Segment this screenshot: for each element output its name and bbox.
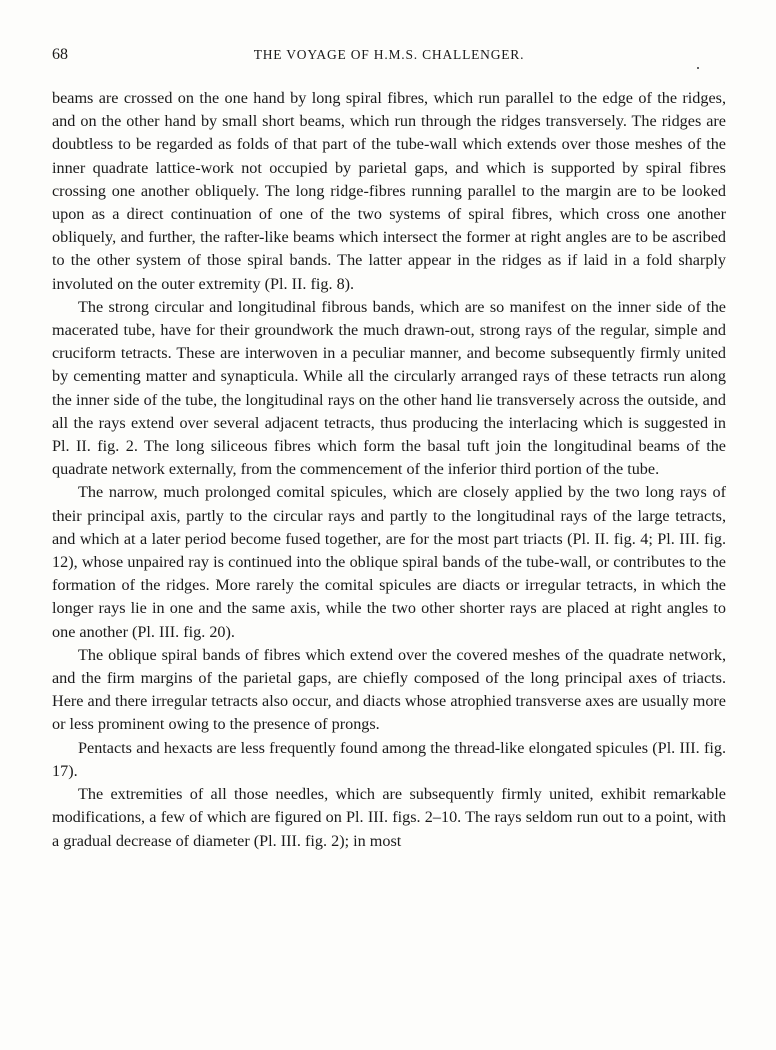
paragraph-fibrous-bands: The strong circular and longitudinal fibrous bands, which are so manifest on the inner side of the macerated tube, have for their groundwork the much drawn-out, strong rays of the regular, simple and cruciform tetracts. These are interwoven in a peculiar manner, and become subsequently firmly united by cementing matter and synapticula. While all the circularly arranged rays of these tetracts run along the inner side of the tube, the longitudinal rays on the other hand lie transversely across the outside, and all the rays extend over several adjacent tetracts, thus producing the interlacing which is suggested in Pl. II. fig. 2. The long siliceous fibres which form the basal tuft join the longitudinal beams of the quadrate network externally, from the commencement of the inferior third portion of the tube.: [52, 297, 726, 479]
page-header: [52, 46, 726, 70]
paragraph-comital-spicules: The narrow, much prolonged comital spicules, which are closely applied by the two long rays of their principal axis, partly to the circular rays and partly to the longitudinal rays of the large tetracts, and which at a later period become fused together, are for the most part triacts (Pl. II. fig. 4; Pl. III. fig. 12), whose unpaired ray is continued into the oblique spiral bands of the tube-wall, or contributes to the formation of the ridges. More rarely the comital spicules are diacts or irregular tetracts, in which the longer rays lie in one and the same axis, while the two other shorter rays are placed at right angles to one another (Pl. III. fig. 20).: [52, 483, 726, 641]
paragraph-spiral-bands: The oblique spiral bands of fibres which extend over the covered meshes of the quadrate network, and the firm margins of the parietal gaps, are chiefly composed of the long principal axes of triacts. Here and there irregular tetracts also occur, and diacts whose atrophied transverse axes are usually more or less prominent owing to the presence of prongs.: [52, 645, 726, 734]
page-number: 68: [52, 46, 68, 63]
body-text: [52, 87, 726, 853]
paragraph-continuation: beams are crossed on the one hand by long spiral fibres, which run parallel to the edge of the ridges, and on the other hand by small short beams, which run through the ridges transversely. The ridges are doubtless to be regarded as folds of that part of the tube-wall which extends over those meshes of the inner quadrate lattice-work not occupied by parietal gaps, and which is supported by spiral fibres crossing one another obliquely. The long ridge-fibres running parallel to the margin are to be looked upon as a direct continuation of one of the two systems of spiral fibres, which cross one another obliquely, and further, the rafter-like beams which intersect the former at right angles are to be ascribed to the other system of those spiral bands. The latter appear in the ridges as if laid in a fold sharply involuted on the outer extremity (Pl. II. fig. 8).: [52, 89, 726, 293]
print-speck: [697, 67, 699, 69]
paragraph-extremities: The extremities of all those needles, which are subsequently firmly united, exhibit remarkable modifications, a few of which are figured on Pl. III. figs. 2–10. The rays seldom run out to a point, with a gradual decrease of diameter (Pl. III. fig. 2); in most: [52, 785, 726, 850]
paragraph-pentacts: Pentacts and hexacts are less frequently found among the thread-like elongated spicules (Pl. III. fig. 17).: [52, 738, 726, 780]
running-title: THE VOYAGE OF H.M.S. CHALLENGER.: [253, 47, 525, 62]
